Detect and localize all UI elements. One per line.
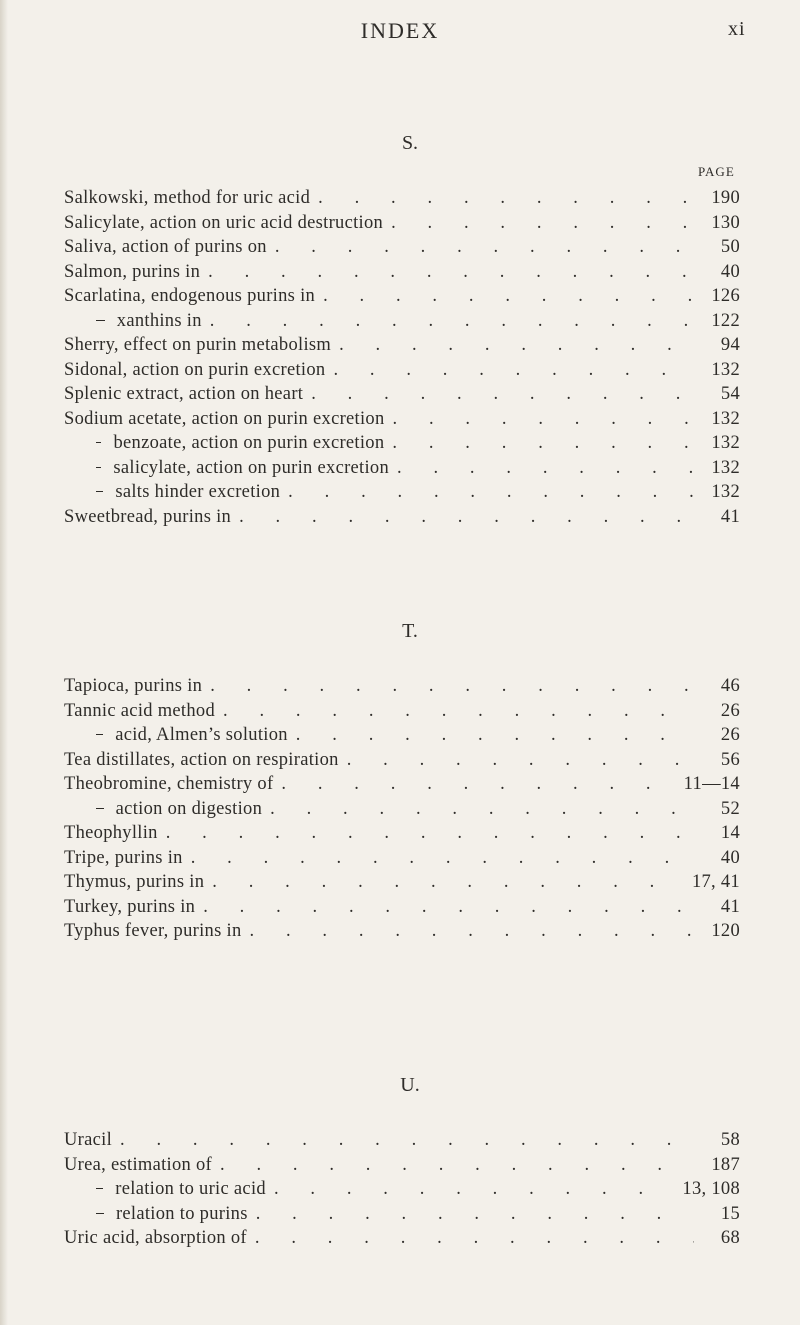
- index-entry: [64, 458, 740, 484]
- dot-leader: [250, 921, 694, 942]
- dot-leader: [255, 1228, 694, 1249]
- index-term: Typhus fever, purins in: [64, 921, 242, 941]
- page-reference: 50: [720, 237, 740, 257]
- page-reference: 41: [720, 896, 740, 917]
- repeat-dash: [96, 442, 101, 443]
- page-reference: 26: [720, 700, 740, 721]
- index-entry: [64, 286, 740, 312]
- dot-leader: [339, 335, 694, 356]
- page-reference: 68: [720, 1228, 740, 1248]
- page-reference: 94: [720, 335, 740, 355]
- dot-leader: [239, 507, 694, 528]
- page-reference: 11—14: [683, 774, 740, 794]
- index-term: Saliva, action of purins on: [64, 237, 267, 257]
- index-term: benzoate, action on purin excretion: [113, 433, 385, 453]
- index-entry: [64, 701, 740, 727]
- page-reference: 122: [711, 310, 740, 331]
- index-term: Sidonal, action on purin excretion: [64, 359, 326, 380]
- dot-leader: [256, 1204, 694, 1225]
- index-term: Thymus, purins in: [64, 872, 205, 892]
- index-entry: [64, 676, 740, 702]
- index-entry: [64, 799, 740, 825]
- page-reference: 187: [711, 1154, 740, 1175]
- index-term: Theobromine, chemistry of: [64, 774, 274, 794]
- page-reference: 54: [720, 384, 740, 404]
- dot-leader: [296, 725, 694, 746]
- page-reference: 15: [720, 1203, 740, 1224]
- index-term: Sherry, effect on purin metabolism: [64, 335, 332, 355]
- index-term: Sodium acetate, action on purin excretion: [64, 408, 385, 429]
- repeat-dash: [96, 467, 101, 468]
- index-entry: [64, 823, 740, 849]
- page-number: xi: [728, 18, 746, 40]
- page-reference: 132: [711, 457, 740, 478]
- index-term: Salicylate, action on uric acid destruction: [64, 212, 384, 233]
- dot-leader: [323, 286, 694, 307]
- section-letter: U.: [400, 1074, 420, 1096]
- dot-leader: [203, 897, 694, 918]
- index-entry: [64, 237, 740, 263]
- running-title: INDEX: [360, 18, 440, 43]
- index-term: acid, Almen’s solution: [115, 725, 288, 745]
- dot-leader: [391, 213, 694, 234]
- page-reference: 132: [711, 482, 740, 502]
- index-entry: [64, 482, 740, 508]
- index-term: Theophyllin: [64, 823, 158, 843]
- page-reference: 41: [720, 506, 740, 527]
- index-entry: [64, 335, 740, 361]
- page-reference: 132: [711, 433, 740, 453]
- index-entry: [64, 409, 740, 435]
- index-entry: [64, 188, 740, 214]
- index-entry: [64, 848, 740, 874]
- page-edge-shadow: [0, 0, 8, 1325]
- index-entry: [64, 311, 740, 337]
- index-entry: [64, 507, 740, 533]
- page-reference: 40: [720, 847, 740, 868]
- index-entry: [64, 384, 740, 410]
- page-reference: 26: [720, 725, 740, 745]
- index-term: Turkey, purins in: [64, 896, 196, 917]
- page-reference: 130: [711, 212, 740, 233]
- page-reference: 40: [720, 261, 740, 282]
- index-term: Scarlatina, endogenous purins in: [64, 286, 316, 306]
- section-letter: S.: [401, 132, 419, 154]
- index-entry: [64, 750, 740, 776]
- dot-leader: [223, 701, 694, 722]
- index-entry: [64, 360, 740, 386]
- index-entry: [64, 725, 740, 751]
- page-reference: 13, 108: [682, 1179, 740, 1199]
- index-term: Sweetbread, purins in: [64, 506, 232, 527]
- index-term: Salkowski, method for uric acid: [64, 188, 311, 208]
- dot-leader: [397, 458, 694, 479]
- dot-leader: [210, 676, 694, 697]
- page-reference: 17, 41: [691, 872, 740, 892]
- page-reference: 132: [711, 359, 740, 380]
- page-reference: 58: [720, 1130, 740, 1150]
- dot-leader: [393, 409, 694, 430]
- page-reference: 190: [711, 188, 740, 208]
- index-term: Tea distillates, action on respiration: [64, 749, 339, 770]
- page-reference: 120: [711, 921, 740, 941]
- dot-leader: [270, 799, 694, 820]
- dot-leader: [333, 360, 694, 381]
- dot-leader: [347, 750, 694, 771]
- index-term: Tannic acid method: [64, 700, 216, 721]
- index-entry: [64, 1228, 740, 1254]
- repeat-dash: [96, 734, 103, 735]
- dot-leader: [208, 262, 694, 283]
- dot-leader: [220, 1155, 694, 1176]
- index-entry: [64, 1179, 740, 1205]
- section-letter: T.: [402, 620, 418, 642]
- index-entry: [64, 1155, 740, 1181]
- page-reference: 132: [711, 408, 740, 429]
- index-entry: [64, 1130, 740, 1156]
- dot-leader: [311, 384, 694, 405]
- index-term: Tripe, purins in: [64, 847, 183, 868]
- index-term: Tapioca, purins in: [64, 676, 203, 696]
- page-reference: 126: [711, 286, 740, 306]
- index-term: Urea, estimation of: [64, 1154, 212, 1175]
- repeat-dash: [96, 1188, 103, 1189]
- index-entry: [64, 774, 740, 800]
- index-entry: [64, 262, 740, 288]
- index-entry: [64, 213, 740, 239]
- index-term: relation to uric acid: [115, 1179, 266, 1199]
- dot-leader: [166, 823, 694, 844]
- running-head: [0, 18, 800, 48]
- index-term: Salmon, purins in: [64, 261, 201, 282]
- dot-leader: [275, 237, 694, 258]
- repeat-dash: [96, 491, 103, 492]
- index-entry: [64, 897, 740, 923]
- dot-leader: [120, 1130, 694, 1151]
- index-term: salts hinder excretion: [115, 482, 281, 502]
- index-entry: [64, 921, 740, 947]
- dot-leader: [318, 188, 694, 209]
- dot-leader: [281, 774, 677, 795]
- page-reference: 46: [720, 676, 740, 696]
- index-entry: [64, 872, 740, 898]
- dot-leader: [274, 1179, 676, 1200]
- index-entry: [64, 1204, 740, 1230]
- index-term: Uracil: [64, 1130, 113, 1150]
- page-reference: 52: [720, 798, 740, 819]
- index-term: Splenic extract, action on heart: [64, 384, 304, 404]
- index-term: xanthins in: [116, 310, 202, 331]
- repeat-dash: [96, 1213, 104, 1214]
- dot-leader: [210, 311, 694, 332]
- index-entry: [64, 433, 740, 459]
- dot-leader: [212, 872, 686, 893]
- repeat-dash: [96, 808, 104, 809]
- index-term: action on digestion: [115, 798, 263, 819]
- page-column-header: PAGE: [698, 164, 735, 179]
- index-term: relation to purins: [115, 1203, 248, 1224]
- dot-leader: [288, 482, 694, 503]
- index-term: salicylate, action on purin excretion: [113, 457, 390, 478]
- dot-leader: [191, 848, 694, 869]
- dot-leader: [392, 433, 694, 454]
- page-reference: 14: [720, 823, 740, 843]
- page-reference: 56: [720, 749, 740, 770]
- repeat-dash: [96, 320, 105, 321]
- index-term: Uric acid, absorption of: [64, 1228, 247, 1248]
